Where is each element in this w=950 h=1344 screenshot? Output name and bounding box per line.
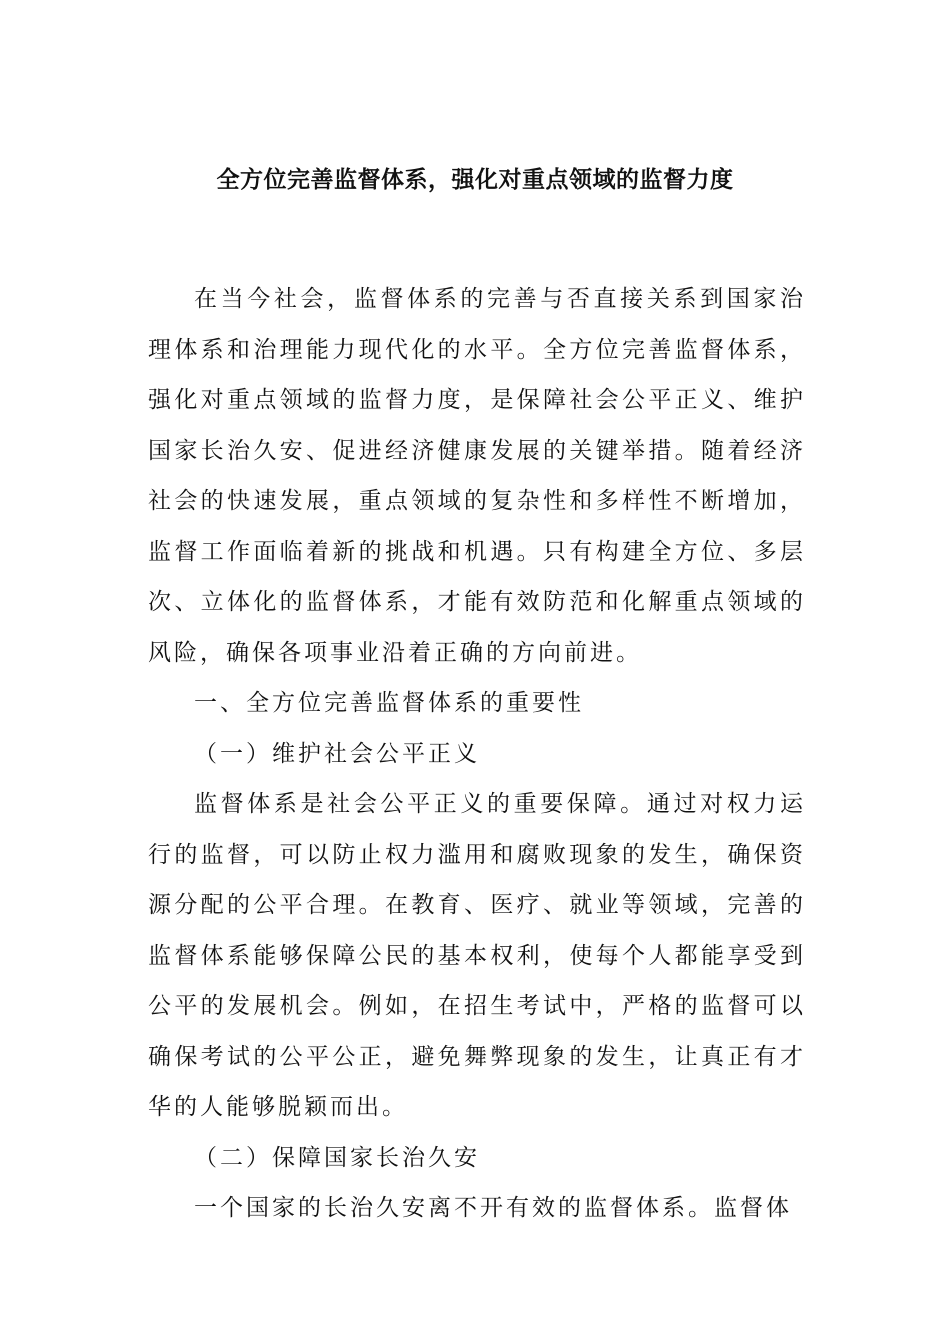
document-title: 全方位完善监督体系，强化对重点领域的监督力度: [216, 166, 734, 193]
subsection-heading-1: （一）维护社会公平正义: [194, 740, 480, 767]
body-paragraph-2: 一个国家的长治久安离不开有效的监督体系。监督体: [194, 1195, 792, 1221]
intro-paragraph: 在当今社会，监督体系的完善与否直接关系到国家治理体系和治理能力现代化的水平。全方位完善监督体系，强化对重点领域的监督力度，是保障社会公平正义、维护国家长治久安、促进经济健康发展的关键举措。随着经济社会的快速发展，重点领域的复杂性和多样性不断增加，监督工作面临着新的挑战和机遇。只有构建全方位、多层次、立体化的监督体系，才能有效防范和化解重点领域的风险，确保各项事业沿着正确的方向前进。: [148, 286, 806, 666]
subsection-heading-2: （二）保障国家长治久安: [194, 1144, 480, 1171]
document-body: [148, 274, 806, 1234]
body-paragraph-1: 监督体系是社会公平正义的重要保障。通过对权力运行的监督，可以防止权力滥用和腐败现象的发生，确保资源分配的公平合理。在教育、医疗、就业等领域，完善的监督体系能够保障公民的基本权利，使每个人都能享受到公平的发展机会。例如，在招生考试中，严格的监督可以确保考试的公平公正，避免舞弊现象的发生，让真正有才华的人能够脱颖而出。: [148, 791, 806, 1120]
section-heading-1: 一、全方位完善监督体系的重要性: [194, 690, 584, 716]
